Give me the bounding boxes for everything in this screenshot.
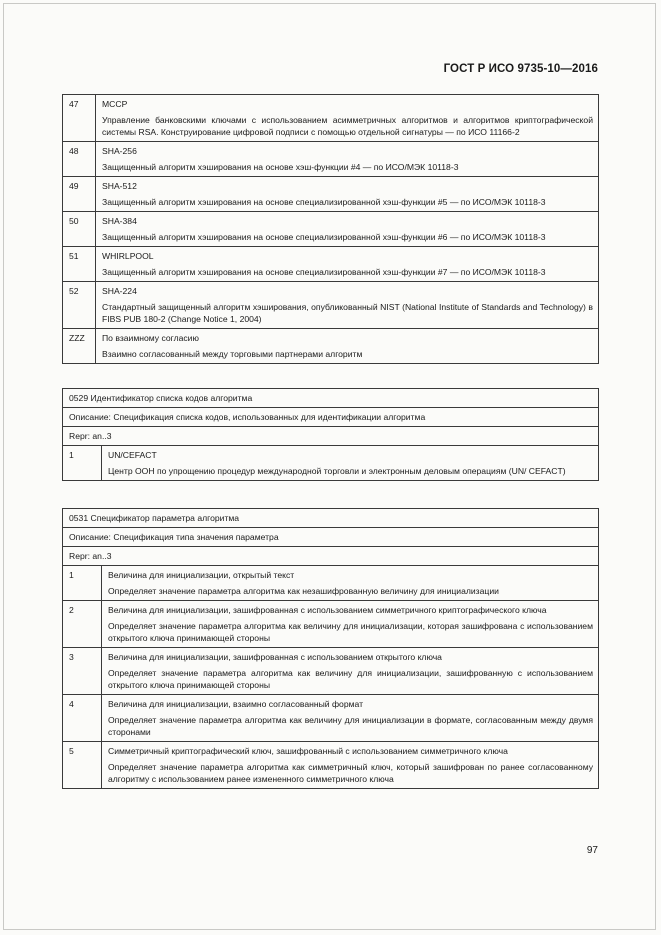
code-description: Определяет значение параметра алгоритма как величину для инициализации, зашифрованную с использованием открытого ключа принимающей стороны	[108, 668, 593, 690]
element-title: 0531 Спецификатор параметра алгоритма	[63, 509, 599, 528]
table-row	[63, 177, 599, 212]
code-value: 49	[63, 177, 96, 212]
code-description: Центр ООН по упрощению процедур международной торговли и электронным деловым операциям (UN/ CEFACT)	[108, 466, 566, 476]
code-name: Величина для инициализации, взаимно согласованный формат	[108, 699, 364, 709]
table-repr-row	[63, 427, 599, 446]
code-name: MCCP	[102, 99, 128, 109]
code-value: 52	[63, 282, 96, 329]
code-name: SHA-384	[102, 216, 137, 226]
code-entry	[102, 695, 599, 742]
table-description-row	[63, 528, 599, 547]
code-value: 2	[63, 601, 102, 648]
table-title-row	[63, 389, 599, 408]
code-description: Защищенный алгоритм хэширования на основе специализированной хэш-функции #5 — по ИСО/МЭК 10118-3	[102, 197, 546, 207]
table-row	[63, 742, 599, 789]
element-representation: Repr: an..3	[63, 427, 599, 446]
code-entry	[96, 212, 599, 247]
code-value: 1	[63, 446, 102, 481]
table-description-row	[63, 408, 599, 427]
code-name: По взаимному согласию	[102, 333, 199, 343]
code-entry	[102, 742, 599, 789]
table-row	[63, 212, 599, 247]
code-name: SHA-224	[102, 286, 137, 296]
code-name: UN/CEFACT	[108, 450, 157, 460]
code-name: Симметричный криптографический ключ, зашифрованный с использованием симметричного ключа	[108, 746, 508, 756]
code-name: SHA-256	[102, 146, 137, 156]
code-value: 47	[63, 95, 96, 142]
code-description: Определяет значение параметра алгоритма как незашифрованную величину для инициализации	[108, 586, 499, 596]
code-description: Защищенный алгоритм хэширования на основе специализированной хэш-функции #6 — по ИСО/МЭК 10118-3	[102, 232, 546, 242]
code-entry	[96, 142, 599, 177]
element-title: 0529 Идентификатор списка кодов алгоритма	[63, 389, 599, 408]
code-entry	[96, 329, 599, 364]
element-description: Описание: Спецификация типа значения параметра	[63, 528, 599, 547]
code-entry	[96, 282, 599, 329]
code-list-identifier-table	[62, 388, 599, 481]
algorithm-codes-table	[62, 94, 599, 364]
code-value: 50	[63, 212, 96, 247]
table-row	[63, 446, 599, 481]
table-row	[63, 142, 599, 177]
code-description: Определяет значение параметра алгоритма как величину для инициализации, которая зашифрована с использованием открытого ключа принимающей стороны	[108, 621, 593, 643]
code-value: 5	[63, 742, 102, 789]
code-entry	[102, 566, 599, 601]
code-entry	[96, 177, 599, 212]
code-description: Определяет значение параметра алгоритма как величину для инициализации в формате, согласованным между двумя сторонами	[108, 715, 593, 737]
code-value: 1	[63, 566, 102, 601]
code-value: ZZZ	[63, 329, 96, 364]
table-row	[63, 282, 599, 329]
code-description: Управление банковскими ключами с использованием асимметричных алгоритмов и алгоритмов криптографической системы RSA. Конструирование цифровой подписи с помощью отдельной сигнатуры — по ИСО 11166-2	[102, 115, 593, 137]
algorithm-parameter-qualifier-table	[62, 508, 599, 789]
code-value: 4	[63, 695, 102, 742]
table-row	[63, 601, 599, 648]
table-row	[63, 329, 599, 364]
standard-code-header: ГОСТ Р ИСО 9735-10—2016	[443, 63, 598, 75]
code-name: SHA-512	[102, 181, 137, 191]
table-row	[63, 566, 599, 601]
element-description: Описание: Спецификация списка кодов, использованных для идентификации алгоритма	[63, 408, 599, 427]
code-name: Величина для инициализации, зашифрованная с использованием открытого ключа	[108, 652, 442, 662]
table-row	[63, 247, 599, 282]
code-name: Величина для инициализации, открытый текст	[108, 570, 295, 580]
code-description: Взаимно согласованный между торговыми партнерами алгоритм	[102, 349, 363, 359]
table-row	[63, 695, 599, 742]
code-entry	[96, 95, 599, 142]
code-description: Защищенный алгоритм хэширования на основе специализированной хэш-функции #7 — по ИСО/МЭК 10118-3	[102, 267, 546, 277]
element-representation: Repr: an..3	[63, 547, 599, 566]
page-number: 97	[586, 845, 598, 856]
code-entry	[96, 247, 599, 282]
table-row	[63, 95, 599, 142]
table-title-row	[63, 509, 599, 528]
code-name: WHIRLPOOL	[102, 251, 154, 261]
code-description: Стандартный защищенный алгоритм хэширования, опубликованный NIST (National Institute of Standards and Technology) в FIBS PUB 180-2 (Change Notice 1, 2004)	[102, 302, 593, 324]
code-entry	[102, 601, 599, 648]
code-description: Защищенный алгоритм хэширования на основе хэш-функции #4 — по ИСО/МЭК 10118-3	[102, 162, 459, 172]
table-repr-row	[63, 547, 599, 566]
code-value: 3	[63, 648, 102, 695]
code-name: Величина для инициализации, зашифрованная с использованием симметричного криптографического ключа	[108, 605, 547, 615]
code-value: 51	[63, 247, 96, 282]
code-value: 48	[63, 142, 96, 177]
code-entry	[102, 648, 599, 695]
code-description: Определяет значение параметра алгоритма как симметричный ключ, который зашифрован по ранее согласованному алгоритму с использованием ранее измененного симметричного ключа	[108, 762, 593, 784]
code-entry	[102, 446, 599, 481]
table-row	[63, 648, 599, 695]
